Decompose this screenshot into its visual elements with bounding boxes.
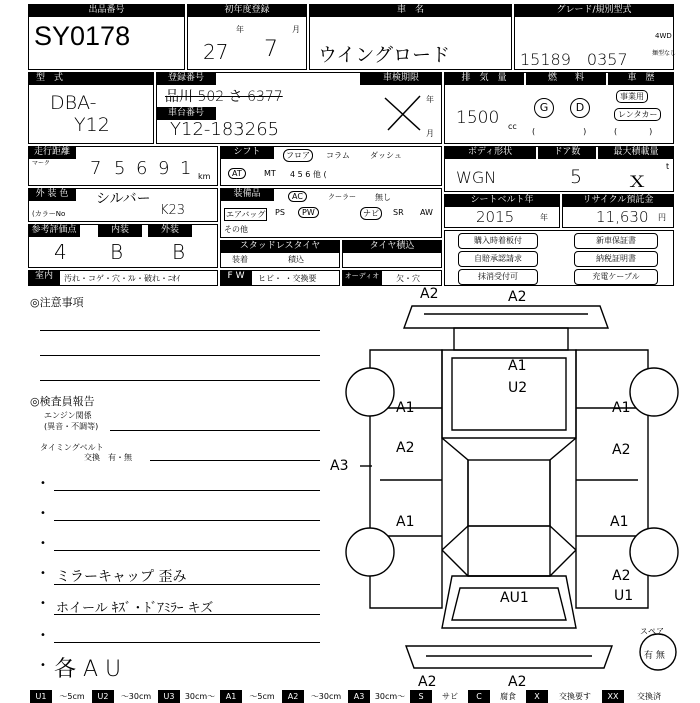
map-a1-left-1: A1 — [396, 400, 415, 416]
first-reg-year-unit: 年 — [236, 25, 244, 34]
shift-dash: ダッシュ — [370, 151, 402, 160]
capacity-value: ｘ — [626, 168, 649, 193]
legend-xx-text: 交換済 — [637, 692, 661, 701]
report-line-2 — [54, 520, 320, 521]
legend-a2-text: ～30cm — [310, 692, 342, 701]
doc-5: 抹消受付可 — [458, 269, 538, 285]
legend-s-text: サビ — [442, 692, 458, 701]
note-line-2 — [40, 355, 320, 356]
bullet-6: • — [40, 630, 46, 641]
history-opt1: 事業用 — [616, 90, 648, 103]
capacity-label: 最大積載量 — [598, 146, 674, 159]
doc-2: 新車保証書 — [574, 233, 658, 249]
score-value: 4 — [54, 240, 67, 264]
spare-value: 有 無 — [644, 651, 665, 661]
bullet-5: • — [40, 598, 46, 609]
studless-label: スタッドレスタイヤ — [220, 240, 340, 253]
report-line-1 — [54, 490, 320, 491]
first-reg-month-unit: 月 — [292, 25, 300, 34]
interior-row-label: 室内 — [28, 270, 60, 286]
fw-row-label: F W — [220, 270, 252, 286]
shift-at: AT — [228, 168, 246, 179]
inspector-title: ◎検査員報告 — [30, 395, 95, 408]
map-au1: AU1 — [500, 590, 529, 606]
report-text-2: ホイール ｷｽﾞ・ﾄﾞｱﾐﾗｰ キズ — [56, 601, 214, 616]
seatbelt-unit: 年 — [540, 213, 548, 222]
bullet-7: • — [40, 660, 46, 671]
displacement-label: 排 気 量 — [444, 72, 524, 85]
first-reg-label: 初年度登録 — [187, 4, 307, 17]
note-line-1 — [40, 330, 320, 331]
equip-aw: AW — [420, 208, 433, 217]
model-label: 車 名 — [309, 4, 512, 17]
engine-sub: (異音・不調等) — [44, 422, 99, 431]
equip-navi: ナビ — [360, 207, 382, 220]
map-a1-roof: A1 — [508, 358, 527, 374]
legend-a1: A1 — [220, 690, 242, 703]
legend-u3-text: 30cm～ — [184, 692, 216, 701]
chassis-value: Y12-183265 — [170, 119, 280, 140]
color-label: 外 装 色 — [28, 188, 76, 201]
bullet-2: • — [40, 508, 46, 519]
lot-value: SY0178 — [34, 21, 131, 51]
legend-xx: XX — [602, 690, 624, 703]
bullet-3: • — [40, 538, 46, 549]
fw-row-text: ヒビ・ ・交換要 — [258, 274, 317, 283]
inspection-month-unit: 月 — [426, 129, 434, 138]
interior-value: B — [110, 240, 124, 264]
report-text-3: 各 A U — [54, 657, 122, 682]
equip-other: その他 — [224, 225, 248, 234]
mileage-d2: 6 — [136, 158, 148, 179]
report-text-1: ミラーキャップ 歪み — [56, 569, 187, 585]
map-a2-top-left: A2 — [420, 286, 439, 302]
shift-mt: MT — [264, 169, 276, 178]
shift-column: コラム — [326, 151, 350, 160]
audio-row-text: 欠・穴 — [396, 274, 420, 283]
exterior-label: 外装 — [148, 224, 192, 237]
mileage-d1: 5 — [114, 158, 126, 179]
legend-x-text: 交換要す — [559, 692, 591, 701]
doc-6: 充電ケーブル — [574, 269, 658, 285]
legend-c: C — [468, 690, 490, 703]
registration-value: 品川 502 さ 6377 — [165, 89, 283, 105]
legend-u1-text: ～5cm — [59, 692, 85, 701]
engine-line — [110, 430, 320, 431]
grade-label: グレード/規別型式 — [514, 4, 674, 17]
equip-pw: PW — [298, 207, 319, 218]
legend-s: S — [410, 690, 432, 703]
timing-line — [150, 460, 320, 461]
timing-exchange: 交換 有・無 — [84, 453, 132, 462]
map-a2-right-bottom: A2 — [612, 568, 631, 584]
registration-label: 登録番号 — [156, 72, 216, 85]
fuel-g: G — [534, 98, 554, 118]
map-a2-bottom-right: A2 — [508, 674, 527, 690]
fuel-label: 燃 料 — [526, 72, 606, 85]
recycle-label: リサイクル預託金 — [562, 194, 674, 207]
mileage-d0: 7 — [90, 158, 102, 179]
shift-floor: フロア — [283, 149, 313, 162]
report-line-5 — [54, 614, 320, 615]
mileage-d3: 9 — [158, 158, 170, 179]
grade-value: 15189 0357 — [520, 50, 628, 69]
score-label: 参考評価点 — [28, 224, 80, 237]
color-code-label: (カラーNo — [32, 210, 66, 218]
map-a1-right-1: A1 — [612, 400, 631, 416]
doors-value: 5 — [570, 166, 583, 188]
equip-none: 無し — [375, 193, 391, 202]
map-a3-left: A3 — [330, 458, 349, 474]
studless-opt2: 積込 — [288, 255, 304, 264]
inspection-year-unit: 年 — [426, 95, 434, 104]
audio-row-label: オーディオ — [342, 270, 382, 286]
tire-label: タイヤ積込 — [342, 240, 442, 253]
legend-u3: U3 — [158, 690, 180, 703]
equip-ac: AC — [288, 191, 307, 202]
grade-none: 麺型なし — [652, 50, 677, 57]
map-a2-bottom-left: A2 — [418, 674, 437, 690]
fuel-paren: ( ) — [532, 127, 587, 136]
body-value: WGN — [456, 168, 497, 187]
equip-sr: SR — [393, 208, 404, 217]
equip-cooler: クーラー — [328, 193, 356, 201]
legend-u1: U1 — [30, 690, 52, 703]
legend-u2-text: ～30cm — [120, 692, 152, 701]
body-label: ボディ形状 — [444, 146, 536, 159]
doc-4: 納税証明書 — [574, 251, 658, 267]
timing-label: タイミングベルト — [40, 443, 104, 452]
legend-u2: U2 — [92, 690, 114, 703]
seatbelt-label: シートベルト年 — [444, 194, 560, 207]
map-u1-right-bottom: U1 — [614, 588, 634, 604]
mileage-d4: 1 — [180, 158, 192, 179]
notes-title: ◎注意事項 — [30, 296, 84, 309]
model-value: ウイングロード — [318, 44, 451, 66]
map-a1-left-2: A1 — [396, 514, 415, 530]
map-a2-left: A2 — [396, 440, 415, 456]
history-paren: ( ) — [614, 127, 653, 136]
recycle-value: 11,630 — [596, 208, 649, 226]
map-a2-right: A2 — [612, 442, 631, 458]
car-diagram — [340, 288, 690, 690]
inspection-crossout — [380, 90, 425, 135]
displacement-value: 1500 — [456, 108, 500, 128]
doors-label: ドア数 — [538, 146, 596, 159]
type-value-2: Y12 — [74, 114, 110, 136]
bullet-4: • — [40, 568, 46, 579]
first-reg-month: 7 — [264, 37, 278, 62]
shift-label: シフト — [220, 146, 274, 159]
engine-label: エンジン関係 — [44, 411, 92, 420]
doc-1: 購入時着板付 — [458, 233, 538, 249]
mileage-mark: マーク — [32, 160, 51, 167]
mileage-label: 走行距離 — [28, 146, 76, 159]
color-code: K23 — [160, 203, 186, 218]
interior-label: 内装 — [98, 224, 142, 237]
lot-label: 出品番号 — [28, 4, 185, 17]
bullet-1: • — [40, 478, 46, 489]
legend-c-text: 腐食 — [500, 692, 516, 701]
seatbelt-value: 2015 — [476, 208, 515, 226]
legend-x: X — [526, 690, 548, 703]
inspection-label: 車検期限 — [360, 72, 442, 85]
legend-a3: A3 — [348, 690, 370, 703]
history-opt2: レンタカー — [614, 108, 661, 121]
map-a1-right-2: A1 — [610, 514, 629, 530]
map-a2-top-right: A2 — [508, 289, 527, 305]
report-line-3 — [54, 550, 320, 551]
studless-opt1: 装着 — [232, 255, 248, 264]
legend-a1-text: ～5cm — [249, 692, 275, 701]
grade-4wd: 4WD — [655, 32, 672, 40]
displacement-unit: cc — [508, 122, 517, 131]
type-label: 型 式 — [28, 72, 154, 85]
legend-a3-text: 30cm～ — [374, 692, 406, 701]
report-line-6 — [54, 642, 320, 643]
equipment-label: 装備品 — [220, 188, 274, 201]
spare-label: スペア — [640, 627, 664, 636]
doc-3: 自賠承認請求 — [458, 251, 538, 267]
color-value: シルバー — [96, 191, 151, 207]
note-line-3 — [40, 380, 320, 381]
first-reg-year: 27 — [203, 40, 229, 64]
equip-airbag: エアバッグ — [226, 210, 266, 219]
interior-row-text: 汚れ・コゲ・穴・ｽﾚ・破れ・ﾆｵｲ — [64, 274, 180, 283]
capacity-unit: t — [666, 162, 670, 171]
map-u2-roof: U2 — [508, 380, 528, 396]
shift-gears: 4 5 6 他 ( — [290, 170, 327, 179]
report-line-4 — [54, 584, 320, 585]
mileage-unit: km — [198, 172, 211, 181]
recycle-unit: 円 — [658, 213, 666, 222]
legend-a2: A2 — [282, 690, 304, 703]
chassis-label: 車台番号 — [156, 107, 216, 120]
fuel-d: D — [570, 98, 590, 118]
equip-ps: PS — [275, 208, 285, 217]
type-value-1: DBA- — [50, 92, 97, 114]
exterior-value: B — [172, 240, 186, 264]
history-label: 車 歴 — [608, 72, 674, 85]
